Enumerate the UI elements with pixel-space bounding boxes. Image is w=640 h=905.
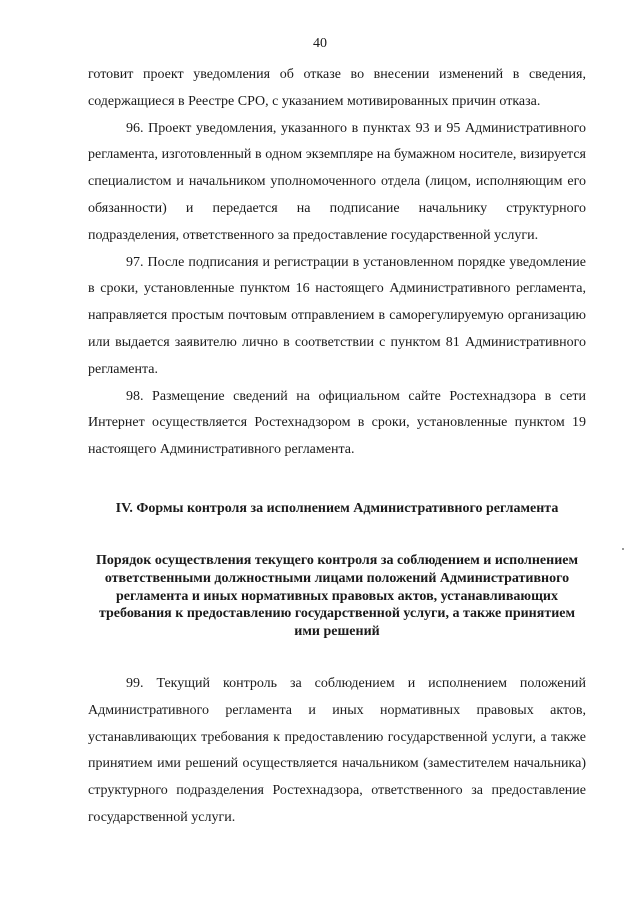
paragraph-97: 97. После подписания и регистрации в установленном порядке уведомление в сроки, установленные пунктом 16 настоящего Административного регламента, направляется простым почтовым отправлением в саморегулируемую организацию или выдается заявителю лично в соответствии с пунктом 81 Административного регламента. xyxy=(88,254,586,377)
page-number: 40 xyxy=(313,36,327,51)
subsection-title: Порядок осуществления текущего контроля за соблюдением и исполнением ответственными должностными лицами положений Административного регламента и иных нормативных правовых актов, устанавливающих требования к предоставлению государственной услуги, а также принятием ими решений xyxy=(95,552,579,640)
paragraph-99: 99. Текущий контроль за соблюдением и исполнением положений Административного регламента и иных нормативных правовых актов, устанавливающих требования к предоставлению государственной услуги, а также принятием ими решений осуществляется начальником (заместителем начальника) структурного подразделения Ростехнадзора, ответственного за предоставление государственной услуги. xyxy=(88,675,586,825)
section-title: IV. Формы контроля за исполнением Административного регламента xyxy=(115,500,559,516)
paragraph-98: 98. Размещение сведений на официальном сайте Ростехнадзора в сети Интернет осуществляется Ростехнадзором в сроки, установленные пунктом 19 настоящего Административного регламента. xyxy=(88,388,586,458)
paragraph-continuation: готовит проект уведомления об отказе во внесении изменений в сведения, содержащиеся в Реестре СРО, с указанием мотивированных причин отказа. xyxy=(88,67,586,109)
page-body xyxy=(88,62,586,832)
scan-speck xyxy=(622,548,624,550)
paragraph-96: 96. Проект уведомления, указанного в пунктах 93 и 95 Административного регламента, изготовленный в одном экземпляре на бумажном носителе, визируется специалистом и начальником уполномоченного отдела (лицом, исполняющим его обязанности) и передается на подписание начальнику структурного подразделения, ответственного за предоставление государственной услуги. xyxy=(88,120,586,243)
